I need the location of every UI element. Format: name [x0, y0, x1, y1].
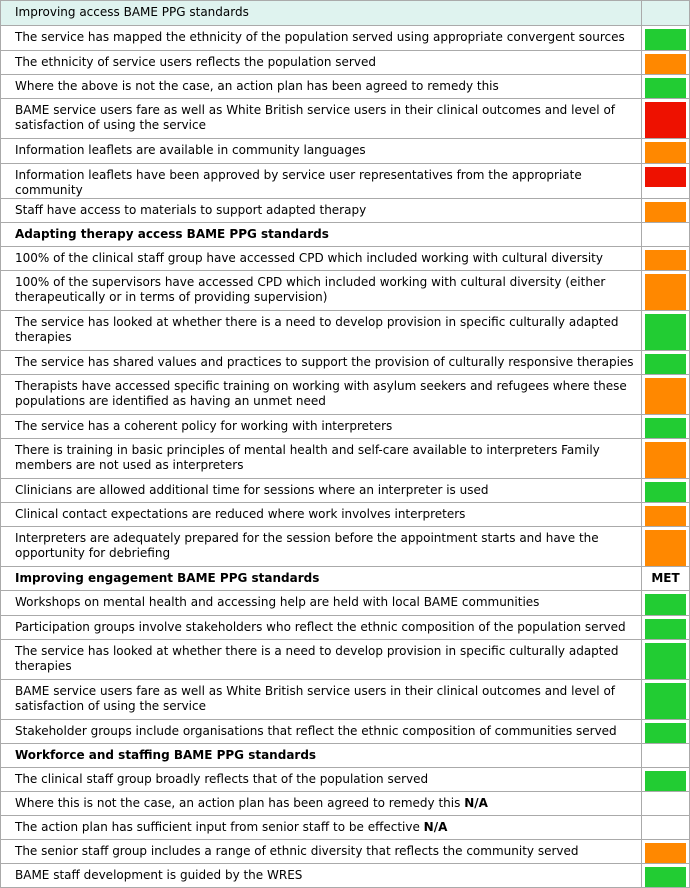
standard-row [1, 271, 690, 311]
standard-row [1, 375, 690, 415]
status-swatch-green [645, 418, 686, 438]
standard-text: Information leaflets are available in community languages [15, 143, 366, 157]
standard-row [1, 840, 690, 864]
status-cell [642, 164, 690, 199]
standard-text-cell [1, 139, 642, 164]
standard-text-cell [1, 51, 642, 75]
section-status-cell [642, 744, 690, 768]
standard-row [1, 351, 690, 375]
standard-row [1, 311, 690, 351]
standard-text-cell [1, 164, 642, 199]
standard-text: Staff have access to materials to support adapted therapy [15, 203, 367, 217]
standard-text-cell [1, 840, 642, 864]
standard-text-cell [1, 768, 642, 792]
status-cell [642, 640, 690, 680]
standard-row [1, 864, 690, 888]
standard-row [1, 527, 690, 567]
standard-text: 100% of the supervisors have accessed CPD which included working with cultural diversity (either therapeutically or in terms of providing supervision) [15, 275, 606, 304]
standard-row [1, 768, 690, 792]
met-label: MET [651, 571, 680, 585]
standard-text-cell [1, 75, 642, 99]
standard-text: There is training in basic principles of mental health and self-care available to interpreters Family members are not used as interpreters [15, 443, 600, 472]
status-cell [642, 527, 690, 567]
standard-text-cell [1, 26, 642, 51]
standard-text: Workshops on mental health and accessing help are held with local BAME communities [15, 595, 540, 609]
standard-text-cell [1, 99, 642, 139]
section-header-row [1, 744, 690, 768]
standard-text: The senior staff group includes a range of ethnic diversity that reflects the community served [15, 844, 579, 858]
standard-text: BAME service users fare as well as White British service users in their clinical outcomes and level of satisfaction of using the service [15, 103, 616, 132]
standard-text: Clinical contact expectations are reduced where work involves interpreters [15, 507, 466, 521]
status-swatch-green [645, 619, 686, 639]
standard-row [1, 199, 690, 223]
status-cell [642, 616, 690, 640]
standard-text: Therapists have accessed specific training on working with asylum seekers and refugees where these populations are identified as having an unmet need [15, 379, 627, 408]
na-label: N/A [464, 796, 488, 810]
status-swatch-green [645, 643, 686, 679]
standard-row [1, 792, 690, 816]
section-title-cell [1, 1, 642, 26]
status-swatch-orange [645, 378, 686, 414]
standard-row [1, 816, 690, 840]
section-title: Adapting therapy access BAME PPG standards [15, 227, 329, 241]
standard-text-cell [1, 479, 642, 503]
status-cell [642, 26, 690, 51]
section-status-cell [642, 223, 690, 247]
status-cell [642, 99, 690, 139]
status-swatch-green [645, 771, 686, 791]
standard-text: BAME service users fare as well as White British service users in their clinical outcomes and level of satisfaction of using the service [15, 684, 616, 713]
status-swatch-orange [645, 274, 686, 310]
section-title: Improving access BAME PPG standards [15, 5, 249, 19]
standard-text-cell [1, 640, 642, 680]
standard-row [1, 99, 690, 139]
status-cell [642, 351, 690, 375]
standard-text: BAME staff development is guided by the WRES [15, 868, 303, 882]
status-swatch-orange [645, 843, 686, 863]
status-cell [642, 75, 690, 99]
standard-row [1, 51, 690, 75]
standard-text-cell [1, 720, 642, 744]
standard-row [1, 720, 690, 744]
standard-text: Where the above is not the case, an action plan has been agreed to remedy this [15, 79, 499, 93]
standards-table-body [1, 1, 690, 888]
status-swatch-red [645, 167, 686, 187]
section-header-row [1, 567, 690, 591]
standard-row [1, 680, 690, 720]
section-status-cell [642, 1, 690, 26]
standard-text: Information leaflets have been approved by service user representatives from the appropriate community [15, 168, 582, 197]
standard-row [1, 75, 690, 99]
standard-text: The service has looked at whether there is a need to develop provision in specific culturally adapted therapies [15, 644, 619, 673]
standard-text-cell [1, 591, 642, 616]
na-label: N/A [423, 820, 448, 834]
standard-text: Participation groups involve stakeholders who reflect the ethnic composition of the population served [15, 620, 626, 634]
status-swatch-orange [645, 142, 686, 163]
standard-text-cell [1, 415, 642, 439]
standard-row [1, 591, 690, 616]
standard-text: 100% of the clinical staff group have accessed CPD which included working with cultural diversity [15, 251, 603, 265]
standard-text: The service has looked at whether there is a need to develop provision in specific culturally adapted therapies [15, 315, 619, 344]
section-header-row [1, 1, 690, 26]
status-cell [642, 375, 690, 415]
status-cell [642, 311, 690, 351]
standard-text: Clinicians are allowed additional time for sessions where an interpreter is used [15, 483, 489, 497]
status-cell [642, 199, 690, 223]
status-swatch-green [645, 867, 686, 887]
standard-text: Where this is not the case, an action plan has been agreed to remedy this [15, 796, 461, 810]
status-cell [642, 271, 690, 311]
status-swatch-orange [645, 250, 686, 270]
section-title: Workforce and staffing BAME PPG standards [15, 748, 317, 762]
standard-row [1, 616, 690, 640]
status-cell [642, 680, 690, 720]
standard-row [1, 164, 690, 199]
status-swatch-orange [645, 202, 686, 222]
standard-row [1, 439, 690, 479]
status-swatch-orange [645, 54, 686, 74]
standard-row [1, 415, 690, 439]
status-cell [642, 792, 690, 816]
standard-row [1, 479, 690, 503]
status-swatch-green [645, 354, 686, 374]
standard-text: The clinical staff group broadly reflects that of the population served [15, 772, 429, 786]
section-title-cell [1, 223, 642, 247]
standard-text: The service has a coherent policy for working with interpreters [15, 419, 393, 433]
status-cell [642, 503, 690, 527]
status-swatch-green [645, 314, 686, 350]
status-swatch-green [645, 482, 686, 502]
status-swatch-green [645, 723, 686, 743]
status-cell [642, 139, 690, 164]
status-swatch-orange [645, 530, 686, 566]
standard-text-cell [1, 503, 642, 527]
status-cell [642, 479, 690, 503]
status-cell [642, 247, 690, 271]
status-swatch-green [645, 29, 686, 50]
standard-text: The action plan has sufficient input from senior staff to be effective [15, 820, 420, 834]
standard-row [1, 503, 690, 527]
status-cell [642, 51, 690, 75]
status-cell [642, 415, 690, 439]
standard-row [1, 640, 690, 680]
standard-text-cell [1, 616, 642, 640]
status-swatch-green [645, 683, 686, 719]
section-title-cell [1, 744, 642, 768]
section-status-cell [642, 567, 690, 591]
standard-text: The service has mapped the ethnicity of the population served using appropriate convergent sources [15, 30, 625, 44]
status-cell [642, 439, 690, 479]
section-title: Improving engagement BAME PPG standards [15, 571, 320, 585]
status-cell [642, 591, 690, 616]
status-cell [642, 816, 690, 840]
standard-text-cell [1, 527, 642, 567]
status-swatch-red [645, 102, 686, 138]
standard-text: The ethnicity of service users reflects the population served [15, 55, 376, 69]
section-header-row [1, 223, 690, 247]
standard-row [1, 26, 690, 51]
standard-text-cell [1, 792, 642, 816]
standard-text-cell [1, 375, 642, 415]
standard-text-cell [1, 311, 642, 351]
status-swatch-orange [645, 442, 686, 478]
standard-row [1, 139, 690, 164]
standard-text-cell [1, 864, 642, 888]
standard-text: Interpreters are adequately prepared for the session before the appointment starts and have the opportunity for debriefing [15, 531, 599, 560]
standard-text-cell [1, 439, 642, 479]
standard-text: Stakeholder groups include organisations that reflect the ethnic composition of communities served [15, 724, 617, 738]
status-swatch-orange [645, 506, 686, 526]
status-cell [642, 864, 690, 888]
status-swatch-green [645, 78, 686, 98]
standard-text-cell [1, 351, 642, 375]
status-cell [642, 720, 690, 744]
section-title-cell [1, 567, 642, 591]
standard-text-cell [1, 247, 642, 271]
status-swatch-green [645, 594, 686, 615]
status-cell [642, 840, 690, 864]
standard-row [1, 247, 690, 271]
standard-text: The service has shared values and practices to support the provision of culturally responsive therapies [15, 355, 634, 369]
standard-text-cell [1, 816, 642, 840]
standard-text-cell [1, 271, 642, 311]
standard-text-cell [1, 199, 642, 223]
standard-text-cell [1, 680, 642, 720]
status-cell [642, 768, 690, 792]
